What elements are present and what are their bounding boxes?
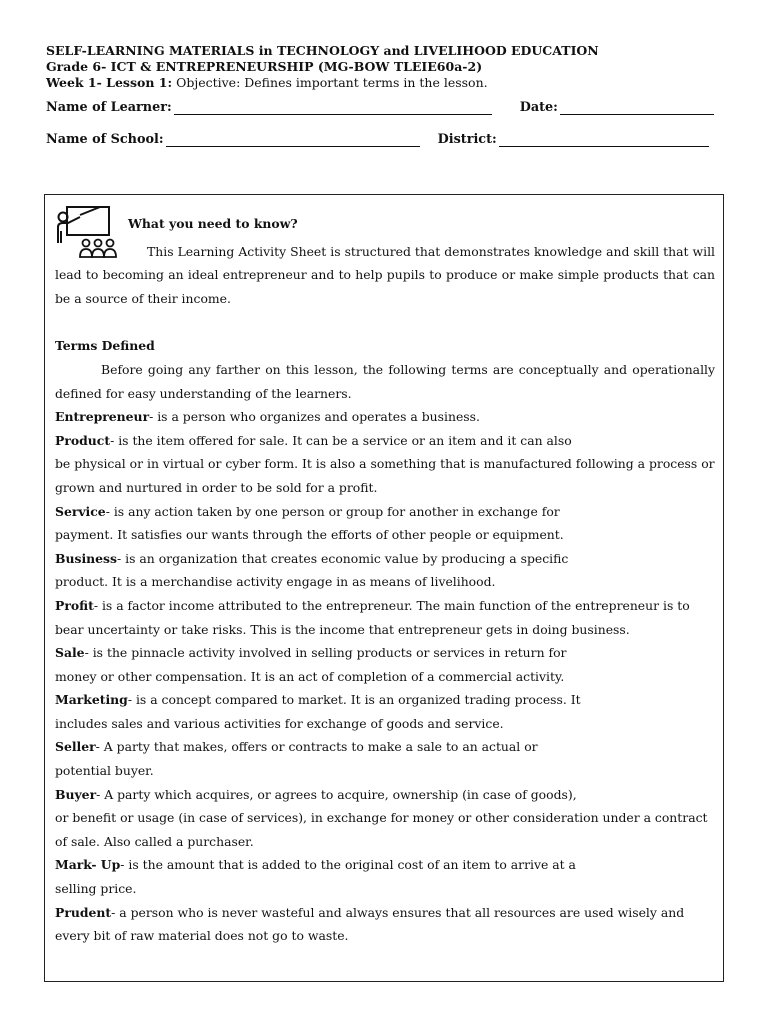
header-objective: Week 1- Lesson 1: Objective: Defines important terms in the lesson. xyxy=(46,75,488,90)
school-name-field[interactable] xyxy=(166,135,420,147)
term-text: - A party which acquires, or agrees to acquire, ownership (in case of goods), xyxy=(96,786,577,802)
term-name: Seller xyxy=(55,739,96,755)
term-text: - is a person who organizes and operates a business. xyxy=(149,409,480,425)
term-definition xyxy=(55,547,715,571)
term-text: - is an organization that creates economic value by producing a specific xyxy=(117,550,569,566)
learner-label: Name of Learner: xyxy=(46,100,172,115)
term-name: Sale xyxy=(55,645,85,661)
term-name: Product xyxy=(55,432,111,448)
term-name: Business xyxy=(55,550,118,566)
term-definition xyxy=(55,452,715,499)
lesson-content xyxy=(55,212,715,948)
term-definition xyxy=(55,405,715,429)
date-field[interactable] xyxy=(560,103,714,115)
term-definition xyxy=(55,641,715,665)
term-text: money or other compensation. It is an act of completion of a commercial activity. xyxy=(55,668,565,684)
section-title-need: What you need to know? xyxy=(128,216,298,231)
term-text: - is any action taken by one person or group for another in exchange for xyxy=(105,503,560,519)
lesson-box xyxy=(44,194,724,982)
term-text: - A party that makes, offers or contracts to make a sale to an actual or xyxy=(95,739,538,755)
header-title: SELF-LEARNING MATERIALS in TECHNOLOGY and LIVELIHOOD EDUCATION xyxy=(46,43,599,58)
document-header xyxy=(46,43,726,91)
learner-name-field[interactable] xyxy=(174,103,492,115)
term-definition xyxy=(55,570,715,594)
term-text: - is a concept compared to market. It is an organized trading process. It xyxy=(127,692,581,708)
terms-list xyxy=(55,405,715,948)
term-definition xyxy=(55,429,715,453)
term-definition xyxy=(55,735,715,759)
term-text: be physical or in virtual or cyber form. It is also a something that is manufactured following a process or grown and nurtured in order to be sold for a profit. xyxy=(55,456,715,495)
term-name: Buyer xyxy=(55,786,97,802)
term-name: Prudent xyxy=(55,904,112,920)
term-text: product. It is a merchandise activity engage in as means of livelihood. xyxy=(55,574,496,590)
intro-paragraph: This Learning Activity Sheet is structured that demonstrates knowledge and skill that will lead to becoming an ideal entrepreneur and to help pupils to produce or make simple products that can be a source of their income. xyxy=(55,243,715,306)
term-text: payment. It satisfies our wants through the efforts of other people or equipment. xyxy=(55,527,564,543)
term-text: includes sales and various activities for exchange of goods and service. xyxy=(55,715,504,731)
term-text: selling price. xyxy=(55,881,137,897)
terms-intro: Before going any farther on this lesson, the following terms are conceptually and operationally defined for easy understanding of the learners. xyxy=(55,361,715,401)
learner-date-row xyxy=(46,100,722,115)
term-name: Marketing xyxy=(55,692,128,708)
term-text: potential buyer. xyxy=(55,763,154,779)
term-text: - is the item offered for sale. It can be a service or an item and it can also xyxy=(110,432,572,448)
date-label: Date: xyxy=(519,100,558,115)
term-text: - is the pinnacle activity involved in selling products or services in return for xyxy=(84,645,567,661)
terms-title: Terms Defined xyxy=(55,338,155,354)
term-text: - a person who is never wasteful and always ensures that all resources are used wisely and every bit of raw material does not go to waste. xyxy=(55,904,685,944)
term-definition xyxy=(55,759,715,783)
district-label: District: xyxy=(437,132,497,147)
term-definition xyxy=(55,712,715,736)
term-definition xyxy=(55,853,715,877)
term-name: Profit xyxy=(55,597,94,613)
term-definition xyxy=(55,688,715,712)
term-definition xyxy=(55,783,715,807)
term-definition xyxy=(55,901,715,948)
term-definition xyxy=(55,523,715,547)
term-definition xyxy=(55,594,715,641)
term-name: Entrepreneur xyxy=(55,409,150,425)
term-definition xyxy=(55,806,715,853)
district-field[interactable] xyxy=(499,135,709,147)
term-text: - is a factor income attributed to the entrepreneur. The main function of the entrepreneur is to bear uncertainty or take risks. This is the income that entrepreneur gets in doing business. xyxy=(55,597,690,637)
header-grade: Grade 6- ICT & ENTREPRENEURSHIP (MG-BOW TLEIE60a-2) xyxy=(46,59,483,74)
term-definition xyxy=(55,877,715,901)
term-name: Service xyxy=(55,503,106,519)
school-district-row xyxy=(46,132,722,147)
term-text: or benefit or usage (in case of services), in exchange for money or other consideration under a contract of sale. Also called a purchaser. xyxy=(55,810,708,849)
term-definition xyxy=(55,500,715,524)
term-definition xyxy=(55,665,715,689)
school-label: Name of School: xyxy=(46,132,164,147)
term-text: - is the amount that is added to the original cost of an item to arrive at a xyxy=(120,857,576,873)
term-name: Mark- Up xyxy=(55,857,121,873)
